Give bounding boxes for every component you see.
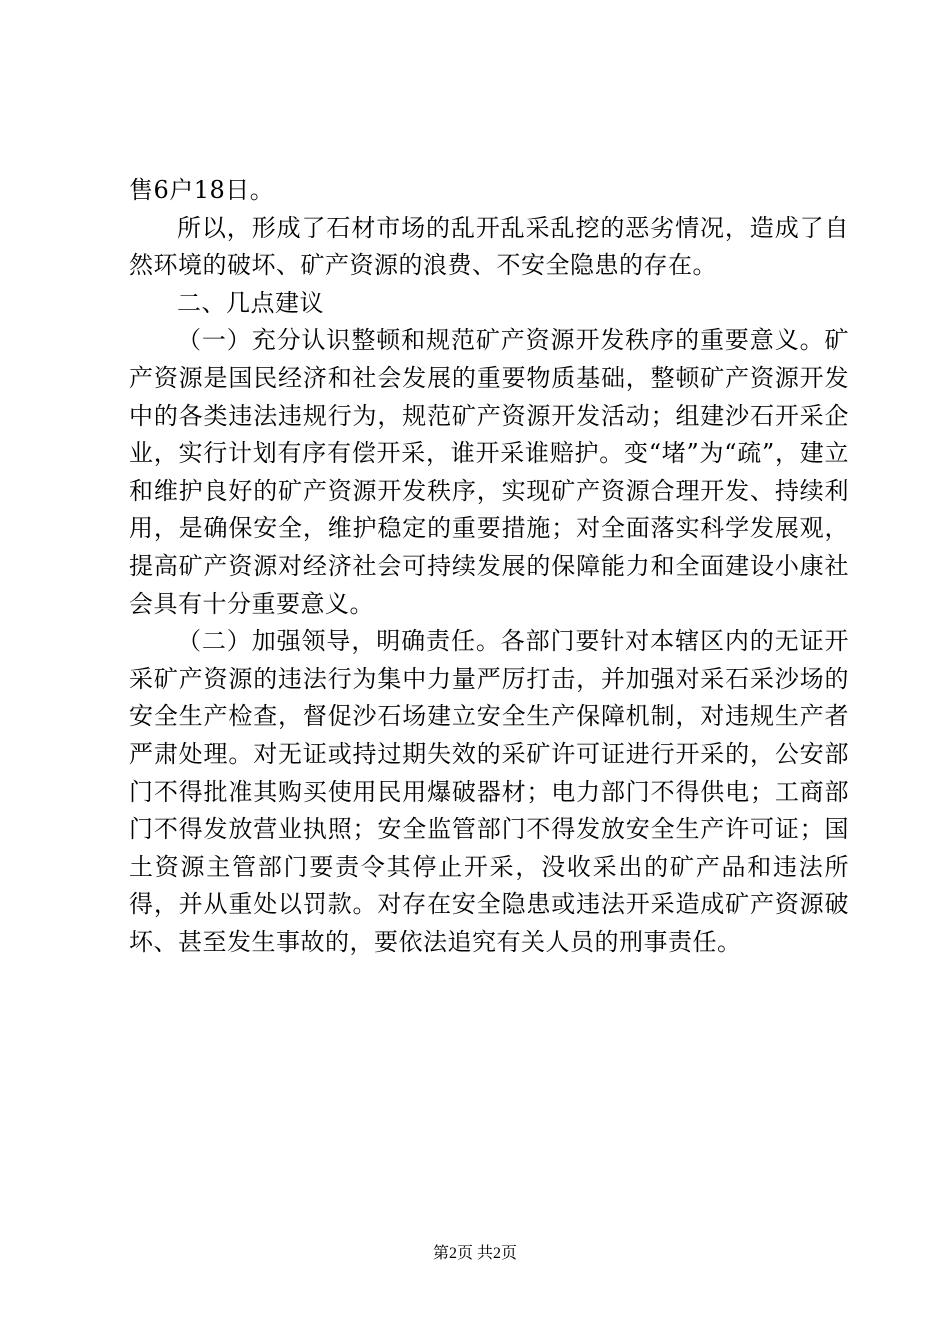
- page-footer: [0, 1243, 950, 1265]
- section-heading-suggestions: 二、几点建议: [177, 288, 324, 317]
- document-body: [129, 172, 849, 961]
- paragraph-continuation: 售6户18日。: [129, 176, 275, 204]
- page-number: 第2页 共2页: [432, 1245, 517, 1262]
- paragraph-conclusion: 所以，形成了石材市场的乱开乱采乱挖的恶劣情况，造成了自然环境的破坏、矿产资源的浪费、不安全隐患的存在。: [129, 213, 849, 280]
- paragraph-suggestion-2: （二）加强领导，明确责任。各部门要针对本辖区内的无证开采矿产资源的违法行为集中力量严厉打击，并加强对采石采沙场的安全生产检查，督促沙石场建立安全生产保障机制，对违规生产者严肃处理。对无证或持过期失效的采矿许可证进行开采的，公安部门不得批准其购买使用民用爆破器材；电力部门不得供电；工商部门不得发放营业执照；安全监管部门不得发放安全生产许可证；国土资源主管部门要责令其停止开采，没收采出的矿产品和违法所得，并从重处以罚款。对存在安全隐患或违法开采造成矿产资源破坏、甚至发生事故的，要依法追究有关人员的刑事责任。: [129, 627, 849, 956]
- paragraph-suggestion-1: （一）充分认识整顿和规范矿产资源开发秩序的重要意义。矿产资源是国民经济和社会发展的重要物质基础，整顿矿产资源开发中的各类违法违规行为，规范矿产资源开发活动；组建沙石开采企业，实行计划有序有偿开采，谁开采谁赔护。变“堵”为“疏”，建立和维护良好的矿产资源开发秩序，实现矿产资源合理开发、持续利用，是确保安全，维护稳定的重要措施；对全面落实科学发展观，提高矿产资源对经济社会可持续发展的保障能力和全面建设小康社会具有十分重要意义。: [129, 326, 849, 618]
